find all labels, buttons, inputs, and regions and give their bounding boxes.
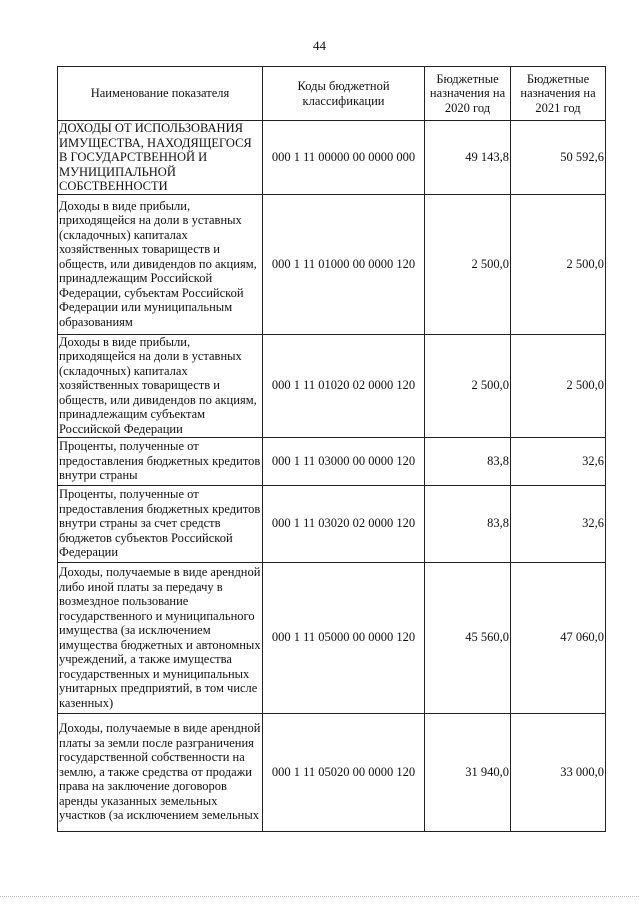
table-row — [58, 713, 606, 831]
row-2020: 2 500,0 — [425, 334, 511, 437]
row-2021: 47 060,0 — [511, 562, 606, 713]
header-2021: Бюджетные назначения на 2021 год — [511, 67, 606, 121]
row-name: Проценты, полученные от предоставления бюджетных кредитов внутри страны за счет средств бюджетов субъектов Российской Федерации — [58, 485, 263, 562]
row-name: Доходы, получаемые в виде арендной либо иной платы за передачу в возмездное пользование государственного и муниципального имущества (за исключением имущества бюджетных и автономных учреждений, а также имущества государственных и муниципальных унитарных предприятий, в том числе казенных) — [58, 562, 263, 713]
row-name: Доходы в виде прибыли, приходящейся на доли в уставных (складочных) капиталах хозяйственных товариществ и обществ, или дивидендов по акциям, принадлежащим Российской Федерации, субъектам Российской Федерации или муниципальным образованиям — [58, 194, 263, 334]
table-row — [58, 485, 606, 562]
row-code: 000 1 11 05020 00 0000 120 — [263, 713, 425, 831]
page-bottom-divider — [0, 896, 639, 898]
row-name: Доходы, получаемые в виде арендной платы за земли после разграничения государственной собственности на землю, а также средства от продажи права на заключение договоров аренды указанных земельных участков (за исключением земельных — [58, 713, 263, 831]
table-row — [58, 194, 606, 334]
row-2021: 32,6 — [511, 437, 606, 485]
table-row — [58, 334, 606, 437]
header-code: Коды бюджетной классификации — [263, 67, 425, 121]
page-number: 44 — [313, 38, 326, 53]
row-2020: 83,8 — [425, 485, 511, 562]
row-2020: 49 143,8 — [425, 121, 511, 195]
row-name: Доходы в виде прибыли, приходящейся на доли в уставных (складочных) капиталах хозяйственных товариществ и обществ, или дивидендов по акциям, принадлежащим субъектам Российской Федерации — [58, 334, 263, 437]
table-header-row — [58, 67, 606, 121]
row-2020: 45 560,0 — [425, 562, 511, 713]
row-code: 000 1 11 03020 02 0000 120 — [263, 485, 425, 562]
row-code: 000 1 11 01000 00 0000 120 — [263, 194, 425, 334]
table-row — [58, 121, 606, 195]
row-code: 000 1 11 03000 00 0000 120 — [263, 437, 425, 485]
header-name: Наименование показателя — [58, 67, 263, 121]
row-2021: 33 000,0 — [511, 713, 606, 831]
table-row — [58, 562, 606, 713]
row-code: 000 1 11 05000 00 0000 120 — [263, 562, 425, 713]
row-code: 000 1 11 00000 00 0000 000 — [263, 121, 425, 195]
row-2021: 32,6 — [511, 485, 606, 562]
row-2020: 83,8 — [425, 437, 511, 485]
row-2020: 2 500,0 — [425, 194, 511, 334]
row-2021: 2 500,0 — [511, 334, 606, 437]
budget-table — [57, 66, 606, 832]
row-name: Проценты, полученные от предоставления бюджетных кредитов внутри страны — [58, 437, 263, 485]
row-code: 000 1 11 01020 02 0000 120 — [263, 334, 425, 437]
row-name: ДОХОДЫ ОТ ИСПОЛЬЗОВАНИЯ ИМУЩЕСТВА, НАХОДЯЩЕГОСЯ В ГОСУДАРСТВЕННОЙ И МУНИЦИПАЛЬНОЙ СОБСТВЕННОСТИ — [58, 121, 263, 195]
header-2020: Бюджетные назначения на 2020 год — [425, 67, 511, 121]
row-2020: 31 940,0 — [425, 713, 511, 831]
row-2021: 2 500,0 — [511, 194, 606, 334]
row-2021: 50 592,6 — [511, 121, 606, 195]
table-row — [58, 437, 606, 485]
